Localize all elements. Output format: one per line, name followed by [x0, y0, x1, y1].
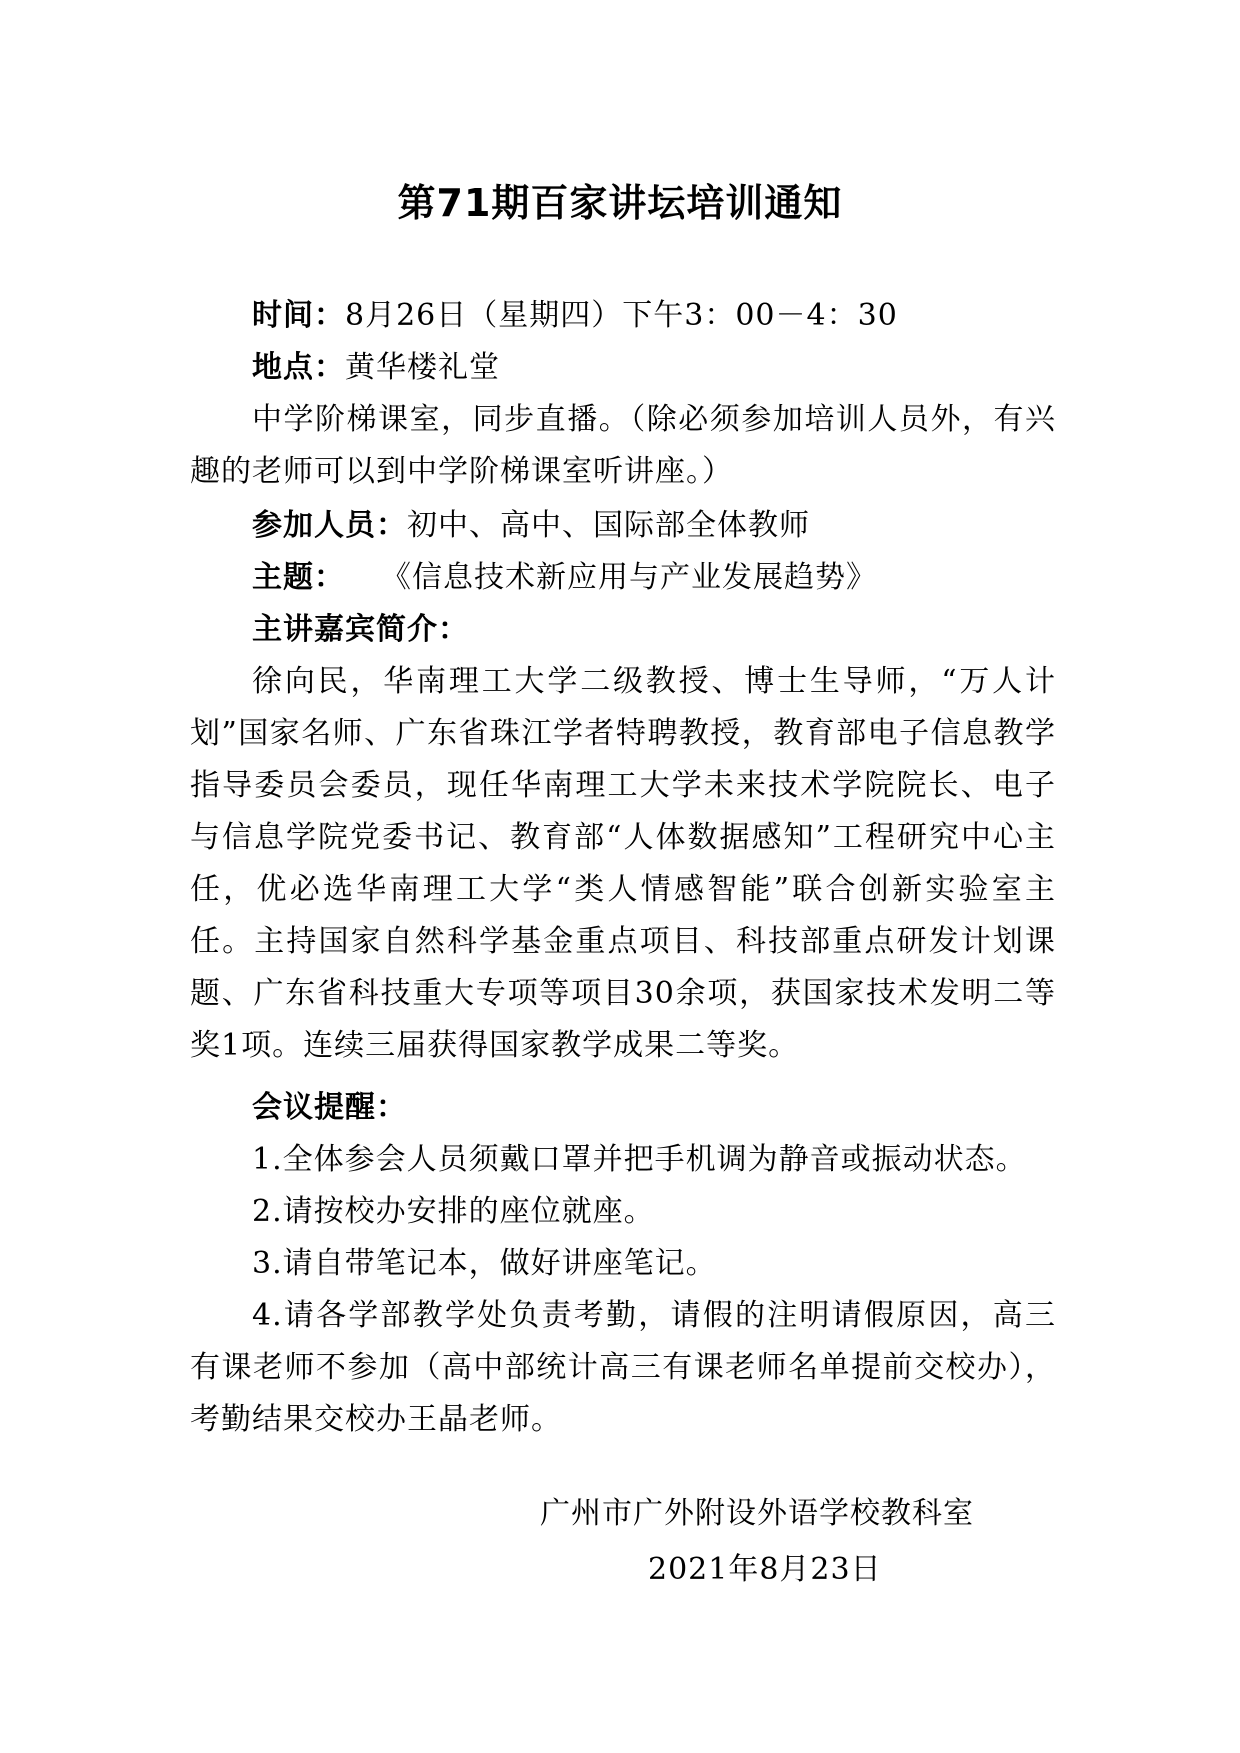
place-label: 地点： [252, 350, 345, 385]
reminders-heading: 会议提醒： [252, 1090, 407, 1125]
reminder-item: 3.请自带笔记本，做好讲座笔记。 [252, 1246, 717, 1281]
place-row [252, 342, 1050, 394]
topic-label: 主题： [252, 560, 345, 595]
attendees-row [252, 500, 1050, 552]
time-value: 8月26日（星期四）下午3：00－4：30 [345, 298, 898, 333]
place-value: 黄华楼礼堂 [345, 350, 500, 385]
attendees-label: 参加人员： [252, 508, 407, 543]
speaker-heading: 主讲嘉宾简介： [252, 612, 469, 647]
reminder-item: 2.请按校办安排的座位就座。 [252, 1194, 655, 1229]
attendees-value: 初中、高中、国际部全体教师 [407, 508, 810, 543]
broadcast-paragraph: 中学阶梯课室，同步直播。（除必须参加培训人员外，有兴趣的老师可以到中学阶梯课室听讲座。） [190, 402, 1056, 489]
signature-date: 2021年8月23日 [648, 1552, 882, 1587]
time-label: 时间： [252, 298, 345, 333]
topic-value: 《信息技术新应用与产业发展趋势》 [381, 560, 877, 595]
speaker-bio: 徐向民，华南理工大学二级教授、博士生导师，“万人计划”国家名师、广东省珠江学者特聘教授，教育部电子信息教学指导委员会委员，现任华南理工大学未来技术学院院长、电子与信息学院党委书记、教育部“人体数据感知”工程研究中心主任，优必选华南理工大学“类人情感智能”联合创新实验室主任。主持国家自然科学基金重点项目、科技部重点研发计划课题、广东省科技重大专项等项目30余项，获国家技术发明二等奖1项。连续三届获得国家教学成果二等奖。 [190, 664, 1056, 1063]
page-title: 第71期百家讲坛培训通知 [397, 181, 843, 225]
reminder-item: 1.全体参会人员须戴口罩并把手机调为静音或振动状态。 [252, 1142, 1027, 1177]
time-row [252, 290, 1050, 342]
topic-row [252, 552, 1050, 604]
signature-org: 广州市广外附设外语学校教科室 [540, 1496, 974, 1531]
reminder-item: 4.请各学部教学处负责考勤，请假的注明请假原因，高三有课老师不参加（高中部统计高三有课老师名单提前交校办），考勤结果交校办王晶老师。 [190, 1298, 1056, 1437]
